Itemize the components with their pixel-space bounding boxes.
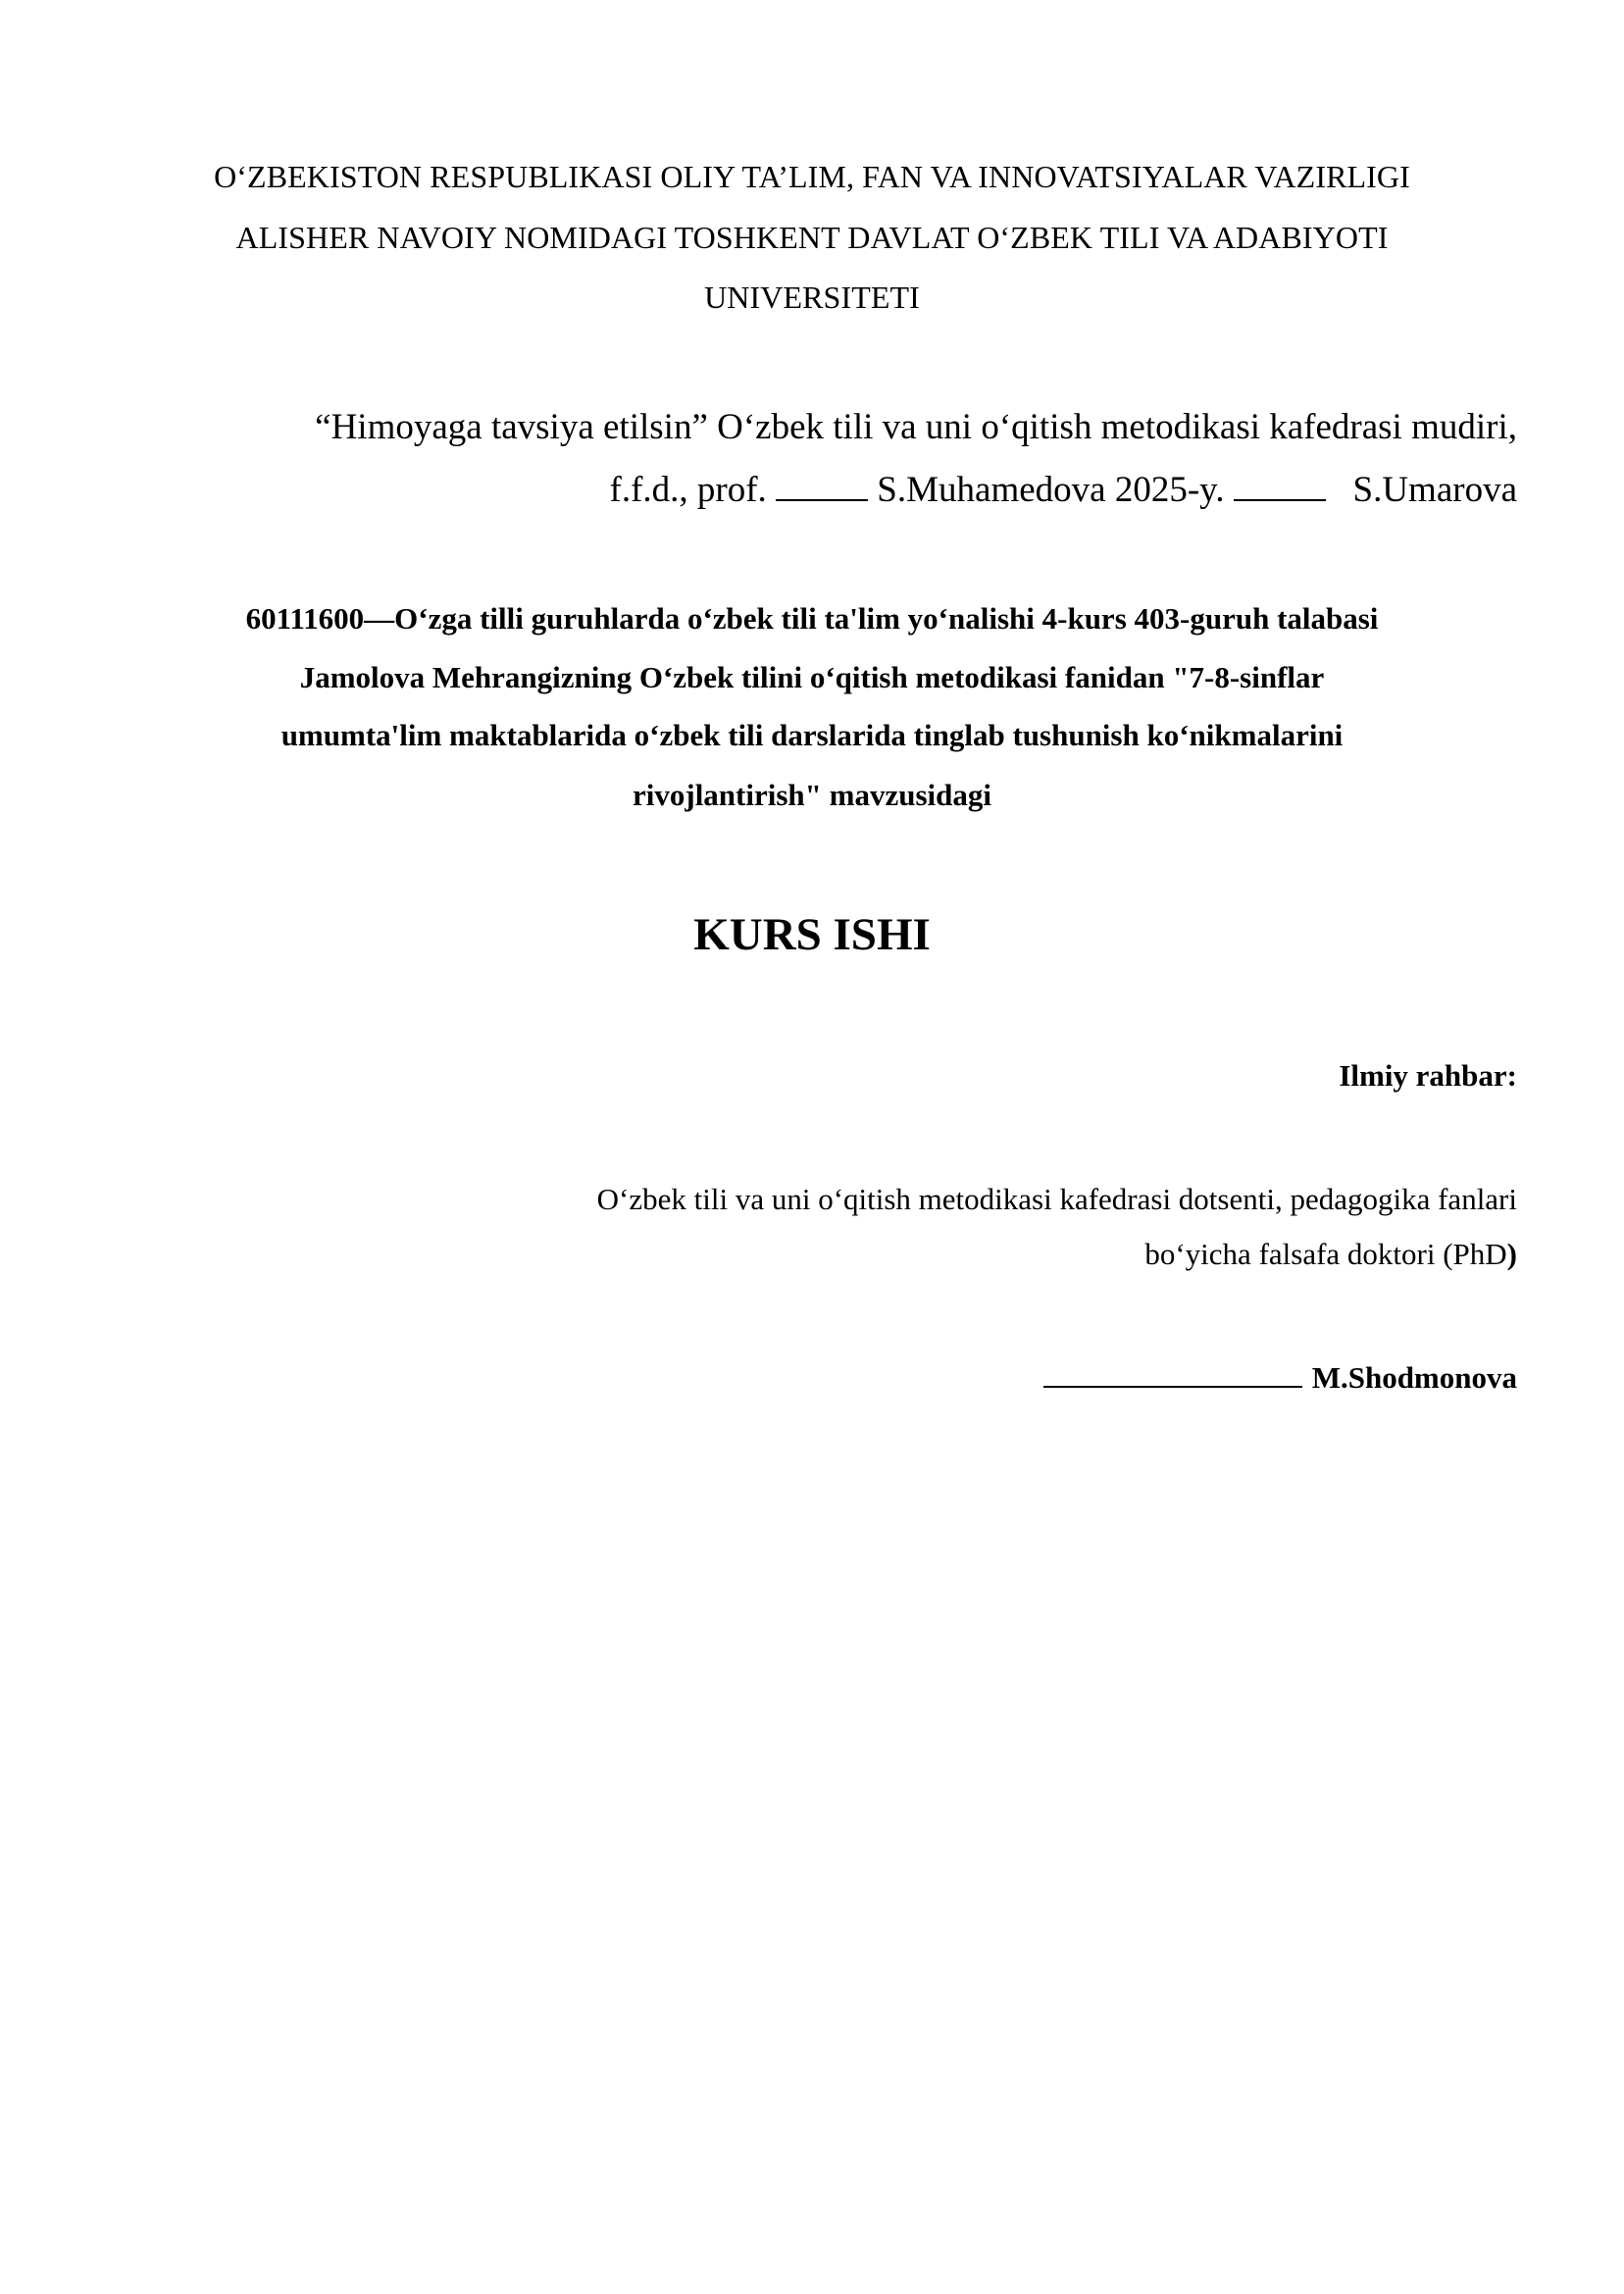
approval-degree: f.f.d., prof. (609, 470, 767, 510)
advisor-degree-paren: ) (1506, 1237, 1517, 1271)
student-line-4: rivojlantirish" mavzusidagi (633, 778, 991, 812)
approval-line-1: “Himoyaga tavsiya etilsin” O‘zbek tili va uni o‘qitish metodikasi kafedrasi mudiri, (315, 407, 1517, 447)
advisor-line-1: O‘zbek tili va uni o‘qitish metodikasi kafedrasi dotsenti, pedagogika fanlari (596, 1182, 1517, 1216)
advisor-line-2 (1144, 1239, 1517, 1270)
student-line-3: umumta'lim maktablarida o‘zbek tili darslarida tinglab tushunish ko‘nikmalarini (280, 718, 1344, 752)
approval-line-2 (610, 472, 1518, 509)
approval-head-date: S.Muhamedova 2025-y. (877, 470, 1225, 510)
ministry-line-1: O‘ZBEKISTON RESPUBLIKASI OLIY TA’LIM, FAN VA INNOVATSIYALAR VAZIRLIGI (214, 159, 1410, 194)
signature-blank-1 (776, 476, 868, 501)
approval-name: S.Umarova (1352, 470, 1517, 510)
advisor-degree: bo‘yicha falsafa doktori (PhD (1144, 1237, 1507, 1271)
ministry-line-2: ALISHER NAVOIY NOMIDAGI TOSHKENT DAVLAT O‘ZBEK TILI VA ADABIYOTI (235, 220, 1389, 255)
advisor-label: Ilmiy rahbar: (1339, 1058, 1517, 1093)
document-title: KURS ISHI (693, 909, 931, 960)
student-line-1: 60111600—O‘zga tilli guruhlarda o‘zbek tili ta'lim yo‘nalishi 4-kurs 403-guruh talabasi (245, 601, 1379, 636)
student-line-2: Jamolova Mehrangizning O‘zbek tilini o‘qitish metodikasi fanidan "7-8-sinflar (299, 660, 1325, 694)
ministry-line-3: UNIVERSITETI (704, 280, 920, 315)
signature-blank-2 (1234, 476, 1326, 501)
advisor-signature-blank (1043, 1362, 1302, 1388)
advisor-signature (1043, 1362, 1517, 1394)
advisor-name: M.Shodmonova (1311, 1360, 1517, 1395)
